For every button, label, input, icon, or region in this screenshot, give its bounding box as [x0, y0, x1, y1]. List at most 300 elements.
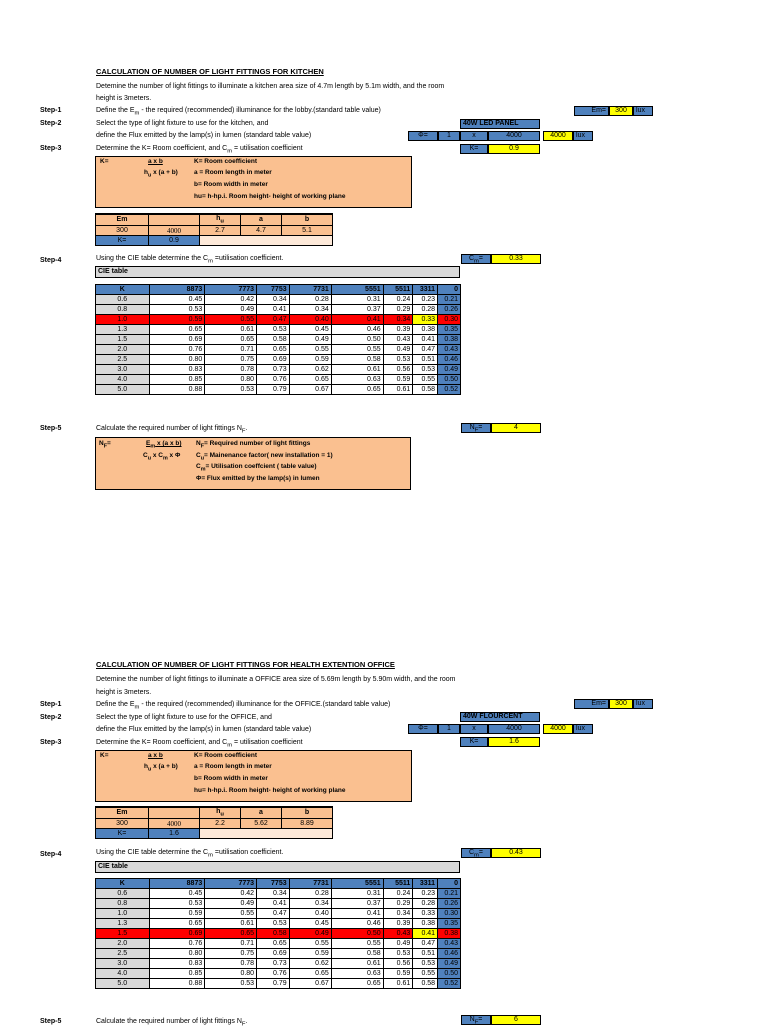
fixture-cell[interactable]: 40W FLOURCENT	[460, 712, 540, 722]
cie-cell: 0.53	[257, 325, 290, 335]
cie-cell: 0.58	[331, 949, 383, 959]
cie-cell: 0.61	[331, 365, 383, 375]
cie-cell: 0.50	[438, 969, 461, 979]
cie-cell: 0.6	[96, 889, 150, 899]
cie-cell: 0.53	[149, 899, 205, 909]
cie-cell: 0.79	[257, 385, 290, 395]
cie-cell: 0.58	[257, 929, 290, 939]
cie-cell: 0.46	[331, 325, 383, 335]
cie-cell: 0.65	[289, 969, 331, 979]
cie-cell: 0.55	[331, 345, 383, 355]
cie-cell: 0.58	[257, 335, 290, 345]
cie-cell: 0.41	[331, 909, 383, 919]
cie-cell: 0.59	[149, 909, 205, 919]
intro-line-1: Detemine the number of light fittings to illuminate a OFFICE area size of 5.69m length by 5.90m width, and the room	[96, 676, 456, 683]
step5-label: Step-5	[40, 425, 62, 432]
cie-cell: 0.53	[257, 919, 290, 929]
cie-cell: 0.47	[413, 345, 438, 355]
cie-cell: 0.26	[438, 899, 461, 909]
cie-cell: 0.52	[438, 979, 461, 989]
cie-row	[96, 909, 461, 919]
phi-count-cell[interactable]: 1	[438, 131, 460, 141]
cie-cell: 0.41	[413, 335, 438, 345]
cie-cell: 0.49	[205, 899, 257, 909]
cie-cell: 0.85	[149, 375, 205, 385]
em-unit-cell: lux	[633, 106, 653, 116]
cie-cell: 0.43	[383, 335, 413, 345]
cm-value-cell: 0.33	[491, 254, 541, 264]
nbox-desc-4: Φ= Flux emitted by the lamp(s) in lumen	[196, 475, 320, 482]
cie-cell: 0.33	[413, 909, 438, 919]
cie-header-cell: 7773	[205, 879, 257, 889]
cie-cell: 0.61	[331, 959, 383, 969]
phi-label-cell: Φ=	[408, 131, 438, 141]
cie-row	[96, 889, 461, 899]
cie-cell: 0.55	[331, 939, 383, 949]
cie-cell: 0.65	[205, 335, 257, 345]
cie-cell: 0.79	[257, 979, 290, 989]
cie-cell: 0.69	[149, 929, 205, 939]
cie-cell: 5.0	[96, 979, 150, 989]
cie-row	[96, 335, 461, 345]
cie-cell: 0.49	[438, 959, 461, 969]
inp-k-value: 1.6	[149, 829, 200, 839]
em-label-cell: Em=	[574, 106, 609, 116]
cie-cell: 0.45	[149, 295, 205, 305]
cie-cell: 0.56	[383, 959, 413, 969]
cie-cell: 0.51	[413, 949, 438, 959]
cie-cell: 0.76	[257, 375, 290, 385]
cie-cell: 0.47	[413, 939, 438, 949]
cie-cell: 0.41	[257, 305, 290, 315]
phi-lumen-cell[interactable]: 4000	[488, 724, 540, 734]
cie-cell: 0.34	[383, 909, 413, 919]
cie-header-cell: 5551	[331, 285, 383, 295]
inp-value-a[interactable]: 5.62	[241, 819, 282, 829]
cm-label-cell: $C_m=$	[461, 848, 491, 858]
em-value-cell[interactable]: 300	[609, 106, 633, 116]
step2-text-2: define the Flux emitted by the lamp(s) in lumen (standard table value)	[96, 726, 312, 733]
cie-cell: 2.0	[96, 939, 150, 949]
cie-cell: 1.3	[96, 325, 150, 335]
kbox-desc-2: a = Room length in meter	[194, 169, 272, 176]
cie-row	[96, 959, 461, 969]
cie-cell: 0.76	[149, 939, 205, 949]
cie-table	[95, 878, 461, 989]
nf-label-cell: $N_F=$	[461, 1015, 491, 1025]
cie-cell: 0.59	[289, 355, 331, 365]
cie-header-row	[96, 879, 461, 889]
step3-label: Step-3	[40, 145, 62, 152]
cie-cell: 0.53	[413, 365, 438, 375]
cie-cell: 0.31	[331, 889, 383, 899]
inp-header-b: b	[282, 214, 333, 226]
cie-cell: 4.0	[96, 969, 150, 979]
cie-cell: 0.73	[257, 959, 290, 969]
cie-cell: 0.28	[413, 899, 438, 909]
cie-cell: 0.47	[257, 909, 290, 919]
cie-row	[96, 939, 461, 949]
inp-header-hu: $h_u$	[200, 807, 241, 819]
cie-cell: 0.31	[331, 295, 383, 305]
phi-count-cell[interactable]: 1	[438, 724, 460, 734]
cie-cell: 0.28	[413, 305, 438, 315]
cie-cell: 0.49	[383, 345, 413, 355]
inp-header-blank	[149, 807, 200, 819]
cie-cell: 0.49	[289, 929, 331, 939]
cie-cell: 0.65	[149, 325, 205, 335]
cie-cell: 3.0	[96, 365, 150, 375]
step4-text: Using the CIE table determine the $C_m$ =utilisation coefficient.	[96, 849, 284, 859]
cie-cell: 0.53	[149, 305, 205, 315]
cie-cell: 0.55	[413, 375, 438, 385]
inp-value-flux[interactable]: 4000	[149, 819, 200, 829]
cie-cell: 0.49	[383, 939, 413, 949]
kbox-denominator: $h_u$ x (a + b)	[144, 169, 178, 179]
cie-header-cell: 7731	[289, 285, 331, 295]
phi-unit-cell: lux	[573, 131, 593, 141]
nf-label-cell: $N_F=$	[461, 423, 491, 433]
cie-cell: 0.65	[289, 375, 331, 385]
step5-text: Calculate the required number of light fittings $N_F$.	[96, 1018, 248, 1028]
cie-table-title: CIE table	[95, 266, 460, 278]
cie-cell: 0.65	[257, 345, 290, 355]
cie-cell: 0.75	[205, 949, 257, 959]
nbox-desc-1: $N_F=$ Required number of light fittings	[196, 440, 311, 450]
inp-value-b[interactable]: 5.1	[282, 226, 333, 236]
cie-cell: 0.24	[383, 295, 413, 305]
cie-cell: 0.38	[413, 325, 438, 335]
cie-cell: 0.33	[413, 315, 438, 325]
cie-cell: 0.49	[289, 335, 331, 345]
cie-cell: 0.69	[257, 355, 290, 365]
inp-k-value: 0.9	[149, 236, 200, 246]
cie-row	[96, 345, 461, 355]
cie-cell: 0.85	[149, 969, 205, 979]
step1-label: Step-1	[40, 701, 62, 708]
cie-header-cell: 8873	[149, 285, 205, 295]
cie-header-cell: 3311	[413, 285, 438, 295]
section-title: CALCULATION OF NUMBER OF LIGHT FITTINGS FOR KITCHEN	[96, 67, 324, 76]
inp-header-hu: $h_u$	[200, 214, 241, 226]
cie-cell: 0.59	[149, 315, 205, 325]
cie-cell: 0.61	[383, 385, 413, 395]
intro-line-2: height is 3meters.	[96, 95, 152, 102]
cie-cell: 0.61	[205, 325, 257, 335]
k-formula-box	[95, 156, 412, 208]
cie-cell: 0.47	[257, 315, 290, 325]
cie-cell: 0.55	[205, 315, 257, 325]
em-value-cell[interactable]: 300	[609, 699, 633, 709]
cie-cell: 0.34	[383, 315, 413, 325]
intro-line-1: Detemine the number of light fittings to illuminate a kitchen area size of 4.7m length by 5.1m width, and the room	[96, 83, 445, 90]
kbox-desc-4: hu= h-hp.i. Room height- height of working plane	[194, 193, 346, 200]
cie-header-cell: 7753	[257, 879, 290, 889]
cie-header-cell: 5511	[383, 285, 413, 295]
cie-cell: 3.0	[96, 959, 150, 969]
cie-cell: 0.67	[289, 979, 331, 989]
cie-cell: 5.0	[96, 385, 150, 395]
cie-cell: 0.75	[205, 355, 257, 365]
cie-cell: 0.53	[205, 385, 257, 395]
cie-row	[96, 355, 461, 365]
phi-total-cell: 4000	[543, 724, 573, 734]
step4-label: Step-4	[40, 851, 62, 858]
cie-cell: 0.38	[413, 919, 438, 929]
cie-row	[96, 305, 461, 315]
step2-text: Select the type of light fixture to use for the kitchen, and	[96, 120, 269, 127]
cie-cell: 0.76	[257, 969, 290, 979]
cie-cell: 2.5	[96, 355, 150, 365]
cie-cell: 0.55	[413, 969, 438, 979]
inp-header-blank	[149, 214, 200, 226]
cie-row	[96, 969, 461, 979]
cie-cell: 0.38	[438, 929, 461, 939]
step4-text: Using the CIE table determine the $C_m$ =utilisation coefficient.	[96, 255, 284, 265]
cie-cell: 0.80	[205, 375, 257, 385]
cie-cell: 0.24	[383, 889, 413, 899]
cie-cell: 0.41	[331, 315, 383, 325]
step1-label: Step-1	[40, 107, 62, 114]
cie-cell: 0.43	[438, 939, 461, 949]
em-unit-cell: lux	[633, 699, 653, 709]
step5-text: Calculate the required number of light fittings $N_F$.	[96, 425, 248, 435]
cie-cell: 0.58	[413, 979, 438, 989]
cie-cell: 0.83	[149, 365, 205, 375]
fixture-cell[interactable]: 40W LED PANEL	[460, 119, 540, 129]
cie-row	[96, 315, 461, 325]
inp-value-hu[interactable]: 2.7	[200, 226, 241, 236]
inp-header-a: a	[241, 807, 282, 819]
cie-cell: 1.0	[96, 315, 150, 325]
cie-table-title: CIE table	[95, 861, 460, 873]
cie-cell: 0.50	[331, 929, 383, 939]
cie-row	[96, 919, 461, 929]
inp-header-a: a	[241, 214, 282, 226]
phi-unit-cell: lux	[573, 724, 593, 734]
cie-header-cell: 5511	[383, 879, 413, 889]
cie-cell: 0.50	[331, 335, 383, 345]
cie-cell: 0.41	[257, 899, 290, 909]
intro-line-2: height is 3meters.	[96, 689, 152, 696]
cie-cell: 0.61	[383, 979, 413, 989]
inp-k-label: K=	[96, 829, 149, 839]
cie-cell: 0.65	[331, 979, 383, 989]
cie-cell: 0.39	[383, 919, 413, 929]
step2-text: Select the type of light fixture to use for the OFFICE, and	[96, 714, 272, 721]
cie-cell: 0.59	[383, 375, 413, 385]
nf-value-cell: 6	[491, 1015, 541, 1025]
cie-cell: 0.46	[331, 919, 383, 929]
cie-cell: 0.62	[289, 959, 331, 969]
cie-cell: 0.40	[289, 909, 331, 919]
cie-cell: 0.65	[331, 385, 383, 395]
cie-cell: 0.76	[149, 345, 205, 355]
cie-cell: 0.45	[149, 889, 205, 899]
cie-row	[96, 949, 461, 959]
cie-cell: 0.59	[383, 969, 413, 979]
cie-cell: 0.62	[289, 365, 331, 375]
cie-header-row	[96, 285, 461, 295]
cie-cell: 0.61	[205, 919, 257, 929]
input-table	[95, 806, 333, 839]
kbox-denominator: $h_u$ x (a + b)	[144, 763, 178, 773]
k-formula-box	[95, 750, 412, 802]
cie-cell: 0.34	[257, 889, 290, 899]
cie-row	[96, 365, 461, 375]
step2-text-2: define the Flux emitted by the lamp(s) in lumen (standard table value)	[96, 132, 312, 139]
cie-cell: 0.51	[413, 355, 438, 365]
cie-cell: 0.43	[383, 929, 413, 939]
cie-cell: 0.80	[205, 969, 257, 979]
k-value-cell: 0.9	[488, 144, 540, 154]
cie-cell: 0.80	[149, 949, 205, 959]
cie-row	[96, 929, 461, 939]
cie-header-cell: 7773	[205, 285, 257, 295]
cie-cell: 0.80	[149, 355, 205, 365]
step2-label: Step-2	[40, 714, 62, 721]
cie-header-cell: 3311	[413, 879, 438, 889]
cie-cell: 0.53	[383, 949, 413, 959]
cm-label-cell: $C_m=$	[461, 254, 491, 264]
cie-cell: 0.21	[438, 295, 461, 305]
cie-cell: 0.46	[438, 355, 461, 365]
cie-cell: 0.63	[331, 375, 383, 385]
cie-cell: 0.88	[149, 979, 205, 989]
cie-cell: 0.78	[205, 365, 257, 375]
step2-label: Step-2	[40, 120, 62, 127]
em-label-cell: Em=	[574, 699, 609, 709]
cie-cell: 0.30	[438, 315, 461, 325]
cie-cell: 0.30	[438, 909, 461, 919]
cie-cell: 0.35	[438, 325, 461, 335]
phi-x-cell: x	[460, 131, 488, 141]
cie-cell: 0.42	[205, 295, 257, 305]
cie-cell: 0.56	[383, 365, 413, 375]
kbox-desc-1: K= Room coefficient	[194, 158, 258, 165]
cie-cell: 0.55	[289, 939, 331, 949]
cie-cell: 0.78	[205, 959, 257, 969]
cie-cell: 0.65	[149, 919, 205, 929]
cie-cell: 0.37	[331, 899, 383, 909]
kbox-desc-3: b= Room width in meter	[194, 181, 268, 188]
cie-cell: 1.0	[96, 909, 150, 919]
cie-header-cell: K	[96, 285, 150, 295]
cie-cell: 0.67	[289, 385, 331, 395]
cie-cell: 0.23	[413, 889, 438, 899]
cie-cell: 0.39	[383, 325, 413, 335]
nbox-denominator: $C_u$ x $C_m$ x Φ	[143, 452, 181, 462]
cie-cell: 2.0	[96, 345, 150, 355]
nbox-desc-2: $C_u=$ Mainenance factor( new installation = 1)	[196, 452, 333, 462]
nbox-numerator: $E_m$ x (a x b)	[146, 440, 182, 450]
kbox-desc-1: K= Room coefficient	[194, 752, 258, 759]
inp-header-em: Em	[96, 807, 149, 819]
section-title: CALCULATION OF NUMBER OF LIGHT FITTINGS FOR HEALTH EXTENTION OFFICE	[96, 660, 395, 669]
inp-k-blank	[200, 829, 333, 839]
step1-text: Define the $E_m$ - the required (recommended) illuminance for the OFFICE.(standard table value)	[96, 701, 391, 711]
cie-cell: 0.55	[205, 909, 257, 919]
cie-row	[96, 979, 461, 989]
step3-text: Determine the K= Room coefficient, and $C_m$ = utilisation coefficient	[96, 145, 303, 155]
inp-value-b[interactable]: 8.89	[282, 819, 333, 829]
cie-cell: 0.63	[331, 969, 383, 979]
kbox-numerator: a x b	[148, 752, 163, 759]
cie-cell: 0.65	[205, 929, 257, 939]
step3-label: Step-3	[40, 739, 62, 746]
cie-row	[96, 325, 461, 335]
cie-cell: 0.6	[96, 295, 150, 305]
kbox-desc-3: b= Room width in meter	[194, 775, 268, 782]
cie-cell: 0.71	[205, 939, 257, 949]
step3-text: Determine the K= Room coefficient, and $C_m$ = utilisation coefficient	[96, 739, 303, 749]
cie-cell: 0.46	[438, 949, 461, 959]
cie-cell: 0.37	[331, 305, 383, 315]
cie-cell: 0.53	[205, 979, 257, 989]
kbox-desc-2: a = Room length in meter	[194, 763, 272, 770]
cie-cell: 0.52	[438, 385, 461, 395]
inp-k-label: K=	[96, 236, 149, 246]
phi-label-cell: Φ=	[408, 724, 438, 734]
cie-cell: 2.5	[96, 949, 150, 959]
cie-header-cell: 5551	[331, 879, 383, 889]
k-label-cell: K=	[460, 144, 488, 154]
inp-header-b: b	[282, 807, 333, 819]
inp-k-blank	[200, 236, 333, 246]
inp-value-a[interactable]: 4.7	[241, 226, 282, 236]
k-label-cell: K=	[460, 737, 488, 747]
k-value-cell: 1.6	[488, 737, 540, 747]
kbox-desc-4: hu= h-hp.i. Room height- height of working plane	[194, 787, 346, 794]
cie-header-cell: 0	[438, 285, 461, 295]
inp-value-em[interactable]: 300	[96, 819, 149, 829]
cie-cell: 1.5	[96, 929, 150, 939]
cie-cell: 0.40	[289, 315, 331, 325]
cie-header-cell: 8873	[149, 879, 205, 889]
cie-cell: 0.43	[438, 345, 461, 355]
phi-lumen-cell[interactable]: 4000	[488, 131, 540, 141]
cie-cell: 0.69	[257, 949, 290, 959]
cie-cell: 0.50	[438, 375, 461, 385]
cie-cell: 4.0	[96, 375, 150, 385]
cie-cell: 0.8	[96, 899, 150, 909]
cie-cell: 0.53	[413, 959, 438, 969]
cie-cell: 0.69	[149, 335, 205, 345]
nbox-desc-3: $C_m=$ Utilisation coeffcient ( table value)	[196, 463, 317, 473]
cie-cell: 1.3	[96, 919, 150, 929]
cie-cell: 0.34	[257, 295, 290, 305]
kbox-k: K=	[100, 752, 109, 759]
cie-cell: 0.55	[289, 345, 331, 355]
step4-label: Step-4	[40, 257, 62, 264]
cie-cell: 0.8	[96, 305, 150, 315]
phi-x-cell: x	[460, 724, 488, 734]
kbox-numerator: a x b	[148, 158, 163, 165]
input-table	[95, 213, 333, 246]
inp-value-hu[interactable]: 2.2	[200, 819, 241, 829]
cie-cell: 0.49	[438, 365, 461, 375]
cie-cell: 0.35	[438, 919, 461, 929]
cm-value-cell: 0.43	[491, 848, 541, 858]
nf-value-cell: 4	[491, 423, 541, 433]
step5-label: Step-5	[40, 1018, 62, 1025]
cie-cell: 0.38	[438, 335, 461, 345]
inp-value-em[interactable]: 300	[96, 226, 149, 236]
inp-value-flux[interactable]: 4000	[149, 226, 200, 236]
cie-row	[96, 375, 461, 385]
cie-cell: 0.59	[289, 949, 331, 959]
cie-cell: 0.34	[289, 899, 331, 909]
